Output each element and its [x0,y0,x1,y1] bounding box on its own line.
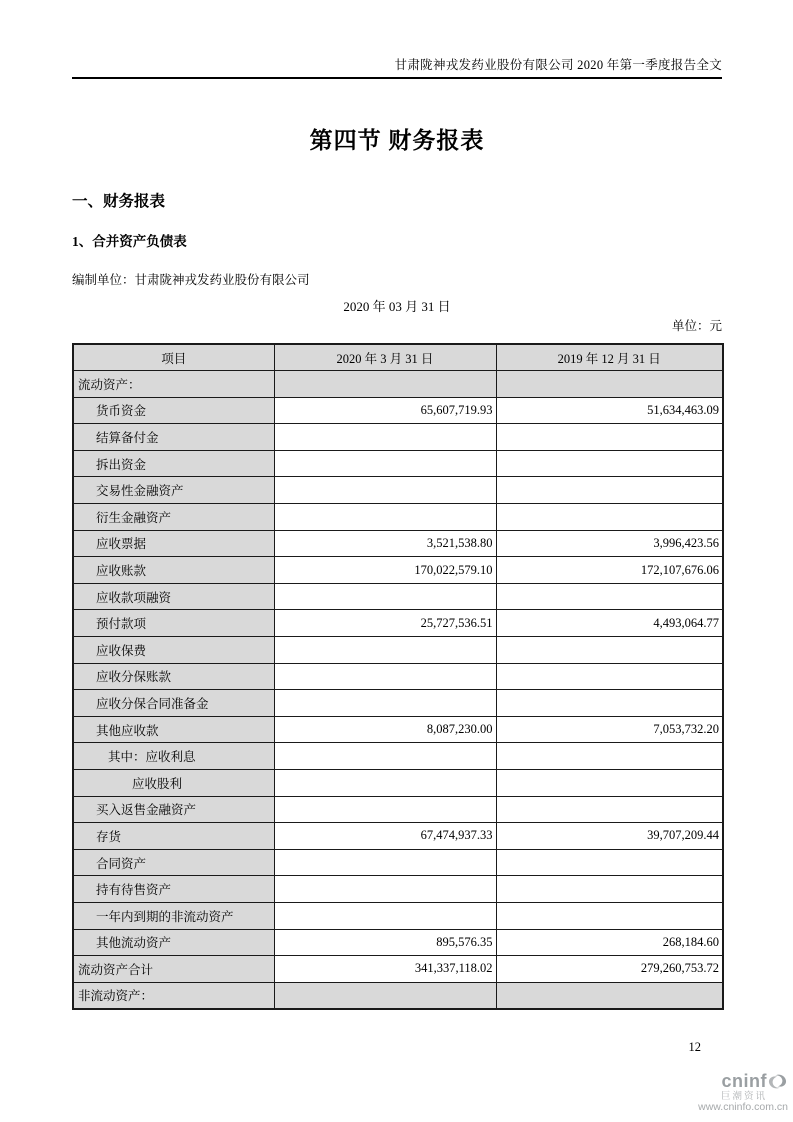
row-value-2019: 51,634,463.09 [496,397,723,424]
table-row [73,823,723,850]
logo-brand-text: cninf [721,1071,767,1091]
row-value-2020: 8,087,230.00 [274,716,496,743]
row-label: 应收分保账款 [73,663,274,690]
row-value-2020 [274,504,496,531]
section-heading: 一、财务报表 [72,193,166,210]
row-label: 其他应收款 [73,716,274,743]
row-label: 存货 [73,823,274,850]
balance-sheet-table [72,343,724,1010]
row-label: 非流动资产： [73,982,274,1009]
row-value-2019 [496,371,723,398]
table-row [73,876,723,903]
row-label: 预付款项 [73,610,274,637]
row-value-2019 [496,982,723,1009]
row-value-2020: 341,337,118.02 [274,956,496,983]
logo-url-text: www.cninfo.com.cn [698,1101,788,1114]
row-label: 流动资产： [73,371,274,398]
row-label: 应收分保合同准备金 [73,690,274,717]
row-label: 应收款项融资 [73,583,274,610]
logo-brand-row [669,1072,789,1092]
subsection-heading: 1、合并资产负债表 [72,234,187,249]
row-value-2019 [496,477,723,504]
preparer-label: 编制单位：甘肃陇神戎发药业股份有限公司 [72,273,310,287]
table-row [73,796,723,823]
row-value-2020 [274,637,496,664]
row-label: 持有待售资产 [73,876,274,903]
row-value-2019: 268,184.60 [496,929,723,956]
row-value-2019 [496,849,723,876]
row-value-2020 [274,796,496,823]
row-value-2019 [496,690,723,717]
row-value-2020 [274,450,496,477]
table-row [73,424,723,451]
table-row [73,504,723,531]
table-row [73,743,723,770]
row-label: 其中：应收利息 [73,743,274,770]
page-number: 12 [688,1040,701,1054]
row-value-2019: 172,107,676.06 [496,557,723,584]
row-value-2019 [496,424,723,451]
row-label: 一年内到期的非流动资产 [73,902,274,929]
row-value-2019 [496,450,723,477]
row-value-2019 [496,770,723,797]
row-value-2020 [274,424,496,451]
row-label: 交易性金融资产 [73,477,274,504]
row-label: 应收账款 [73,557,274,584]
table-row [73,982,723,1009]
page-title: 第四节 财务报表 [309,128,485,153]
row-value-2020: 25,727,536.51 [274,610,496,637]
table-row [73,663,723,690]
header-divider [72,77,722,79]
row-value-2020 [274,371,496,398]
row-value-2019: 39,707,209.44 [496,823,723,850]
table-row [73,557,723,584]
row-label: 拆出资金 [73,450,274,477]
cninfo-swirl-icon [768,1072,787,1091]
row-label: 应收票据 [73,530,274,557]
report-date: 2020 年 03 月 31 日 [343,299,451,314]
row-value-2020 [274,477,496,504]
row-label: 流动资产合计 [73,956,274,983]
page-header-text: 甘肃陇神戎发药业股份有限公司 2020 年第一季度报告全文 [394,58,722,72]
row-value-2020 [274,663,496,690]
table-row [73,637,723,664]
row-value-2019 [496,876,723,903]
table-row [73,583,723,610]
column-header-2019: 2019 年 12 月 31 日 [496,344,723,371]
row-value-2020 [274,876,496,903]
table-row [73,397,723,424]
unit-label: 单位：元 [671,319,722,333]
row-value-2020 [274,583,496,610]
row-value-2020 [274,743,496,770]
table-row [73,450,723,477]
table-row [73,849,723,876]
table-row [73,902,723,929]
column-header-2020: 2020 年 3 月 31 日 [274,344,496,371]
row-value-2019 [496,743,723,770]
table-row [73,770,723,797]
row-label: 应收股利 [73,770,274,797]
table-row [73,690,723,717]
table-body [73,371,723,1009]
row-value-2019: 279,260,753.72 [496,956,723,983]
row-value-2020: 67,474,937.33 [274,823,496,850]
row-value-2019: 7,053,732.20 [496,716,723,743]
row-value-2019: 4,493,064.77 [496,610,723,637]
table-row [73,610,723,637]
table-row [73,477,723,504]
table-row [73,371,723,398]
row-label: 其他流动资产 [73,929,274,956]
row-value-2019 [496,637,723,664]
row-value-2020 [274,849,496,876]
logo-chinese-text: 巨潮资讯 [720,1090,767,1102]
row-label: 货币资金 [73,397,274,424]
row-value-2019: 3,996,423.56 [496,530,723,557]
row-value-2020 [274,982,496,1009]
table-header-row [73,344,723,371]
row-value-2019 [496,902,723,929]
column-header-item: 项目 [73,344,274,371]
table-row [73,530,723,557]
table-row [73,956,723,983]
row-value-2020 [274,690,496,717]
row-label: 应收保费 [73,637,274,664]
row-label: 合同资产 [73,849,274,876]
cninfo-logo [669,1072,789,1114]
row-value-2019 [496,796,723,823]
row-value-2020 [274,770,496,797]
table-row [73,716,723,743]
row-value-2020: 3,521,538.80 [274,530,496,557]
row-label: 衍生金融资产 [73,504,274,531]
row-value-2019 [496,663,723,690]
row-value-2020 [274,902,496,929]
row-value-2020: 65,607,719.93 [274,397,496,424]
table-row [73,929,723,956]
row-value-2019 [496,504,723,531]
row-value-2020: 170,022,579.10 [274,557,496,584]
row-label: 结算备付金 [73,424,274,451]
row-value-2019 [496,583,723,610]
row-label: 买入返售金融资产 [73,796,274,823]
row-value-2020: 895,576.35 [274,929,496,956]
